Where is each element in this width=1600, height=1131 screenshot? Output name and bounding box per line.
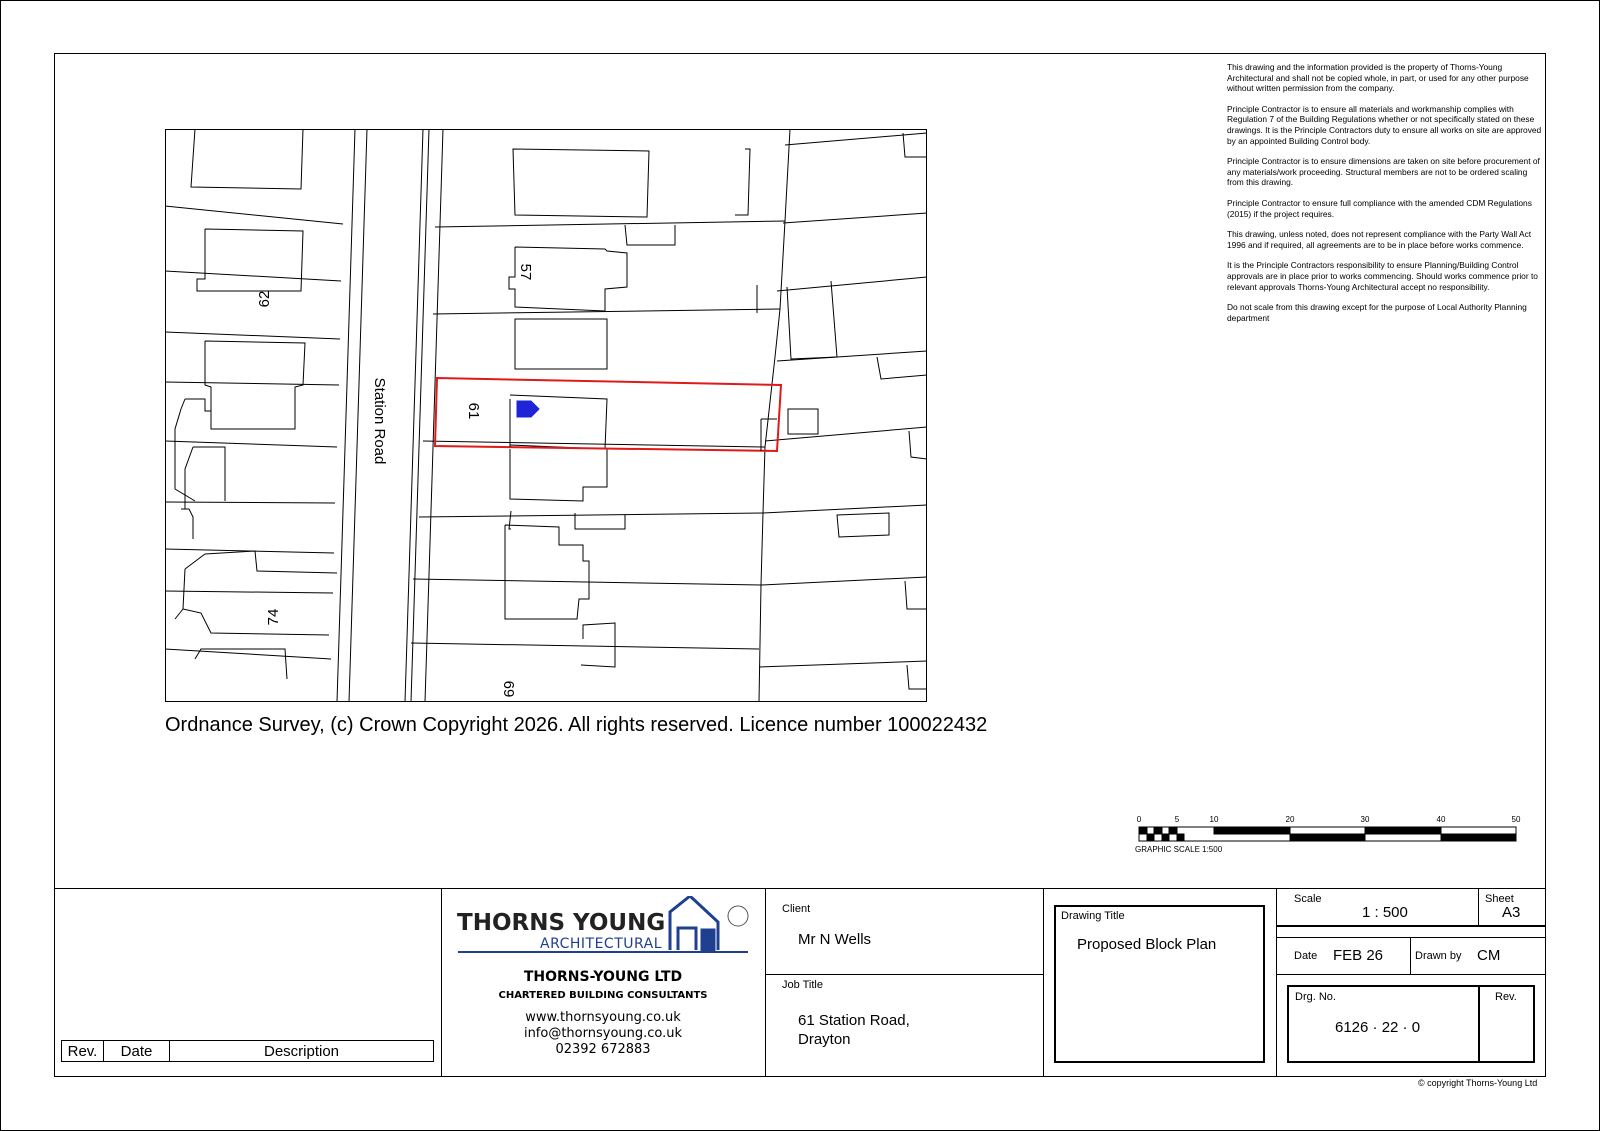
company-name: THORNS-YOUNG LTD	[523, 969, 683, 985]
sheet-label: Sheet	[1485, 893, 1514, 905]
note: Principle Contractor is to ensure dimensions are taken on site before procurement of any materials/work proceeding. Structural members are not to be ordered scaling from this drawing.	[1227, 156, 1540, 188]
drawing-notes	[1227, 62, 1542, 333]
rev-label: Rev.	[1495, 991, 1517, 1003]
divider	[765, 974, 1043, 975]
site-map	[165, 129, 927, 702]
logo-main-text: THORNS YOUNG	[457, 910, 666, 936]
client-label: Client	[782, 903, 811, 915]
scale-tick: 40	[1436, 815, 1446, 824]
scale-tick: 0	[1136, 815, 1142, 824]
date-value: FEB 26	[1333, 947, 1384, 964]
note: This drawing, unless noted, does not represent compliance with the Party Wall Act 1996 and if required, all agreements are to be in place before works commence.	[1227, 229, 1532, 250]
scale-tick: 5	[1174, 815, 1180, 824]
note: Principle Contractor is to ensure all materials and workmanship complies with Regulation 7 of the Building Regulations whether or not specifically stated on these drawings. It is the Principle Contractors duty to ensure all works on site are approved by an appointed Building Control body.	[1227, 103, 1542, 146]
description-header: Description	[263, 1042, 340, 1060]
note: Do not scale from this drawing except for the purpose of Local Authority Planning department	[1227, 302, 1527, 323]
scale-tick: 20	[1285, 815, 1295, 824]
drawn-by-label: Drawn by	[1415, 950, 1462, 962]
graphic-scale	[1133, 815, 1533, 855]
site-marker-icon	[517, 401, 539, 417]
drawn-by-value: CM	[1477, 947, 1501, 964]
house-number-74: 74	[265, 608, 282, 626]
titleblock-top-rule	[54, 888, 1546, 889]
scale-tick: 30	[1360, 815, 1370, 824]
os-copyright: Ordnance Survey, (c) Crown Copyright 2026. All rights reserved. Licence number 100022432	[165, 714, 988, 736]
divider	[1276, 888, 1277, 1077]
company-tagline: CHARTERED BUILDING CONSULTANTS	[498, 990, 708, 1001]
logo-sub-text: ARCHITECTURAL	[540, 936, 663, 952]
divider	[765, 888, 766, 1077]
road-label: Station Road	[371, 377, 388, 465]
scale-tick: 50	[1511, 815, 1521, 824]
note: It is the Principle Contractors responsibility to ensure Planning/Building Control approvals are in place prior to works commencing. Should works commence prior to relevant approvals Thorns-Young Architectural accept no responsibility.	[1227, 260, 1538, 292]
divider	[1478, 888, 1479, 925]
scale-caption: GRAPHIC SCALE 1:500	[1135, 845, 1223, 854]
divider	[1276, 974, 1546, 975]
note: This drawing and the information provided is the property of Thorns-Young Architectural and shall not be copied whole, in part, or used for any other purpose without written permission from the company.	[1227, 62, 1529, 94]
job-title-line2: Drayton	[798, 1031, 851, 1048]
scale-label: Scale	[1294, 893, 1322, 905]
drg-no-value: 6126 · 22 · 0	[1335, 1019, 1421, 1036]
company-logo	[456, 896, 752, 956]
scale-value: 1 : 500	[1362, 904, 1408, 921]
drg-no-label: Drg. No.	[1295, 991, 1336, 1003]
house-number-61: 61	[465, 402, 482, 420]
sheet-value: A3	[1502, 904, 1521, 921]
house-number-69: 69	[500, 680, 517, 698]
client-value: Mr N Wells	[798, 931, 872, 948]
scale-tick: 10	[1209, 815, 1219, 824]
house-logo-icon	[670, 896, 718, 950]
date-header: Date	[104, 1041, 170, 1061]
note: Principle Contractor to ensure full compliance with the amended CDM Regulations (2015) if the project requires.	[1227, 197, 1532, 219]
divider	[1276, 937, 1546, 938]
house-number-57: 57	[517, 263, 534, 281]
house-number-62: 62	[256, 290, 273, 308]
company-email[interactable]: info@thornsyoung.co.uk	[523, 1026, 683, 1041]
drawing-title-value: Proposed Block Plan	[1077, 936, 1217, 953]
divider	[1410, 937, 1411, 974]
date-label: Date	[1294, 950, 1318, 962]
job-title-label: Job Title	[782, 979, 823, 991]
job-title-line1: 61 Station Road,	[798, 1012, 910, 1029]
revision-table	[61, 1040, 434, 1062]
divider	[1478, 985, 1480, 1063]
rev-header: Rev.	[62, 1041, 104, 1061]
company-phone: 02392 672883	[555, 1042, 651, 1057]
divider	[1276, 925, 1546, 927]
divider	[1043, 888, 1044, 1077]
drawing-title-label: Drawing Title	[1061, 910, 1125, 922]
site-boundary	[435, 378, 781, 451]
footer-copyright: © copyright Thorns-Young Ltd	[1418, 1078, 1538, 1088]
drawing-title-box	[1054, 905, 1265, 1063]
company-website[interactable]: www.thornsyoung.co.uk	[525, 1010, 681, 1025]
